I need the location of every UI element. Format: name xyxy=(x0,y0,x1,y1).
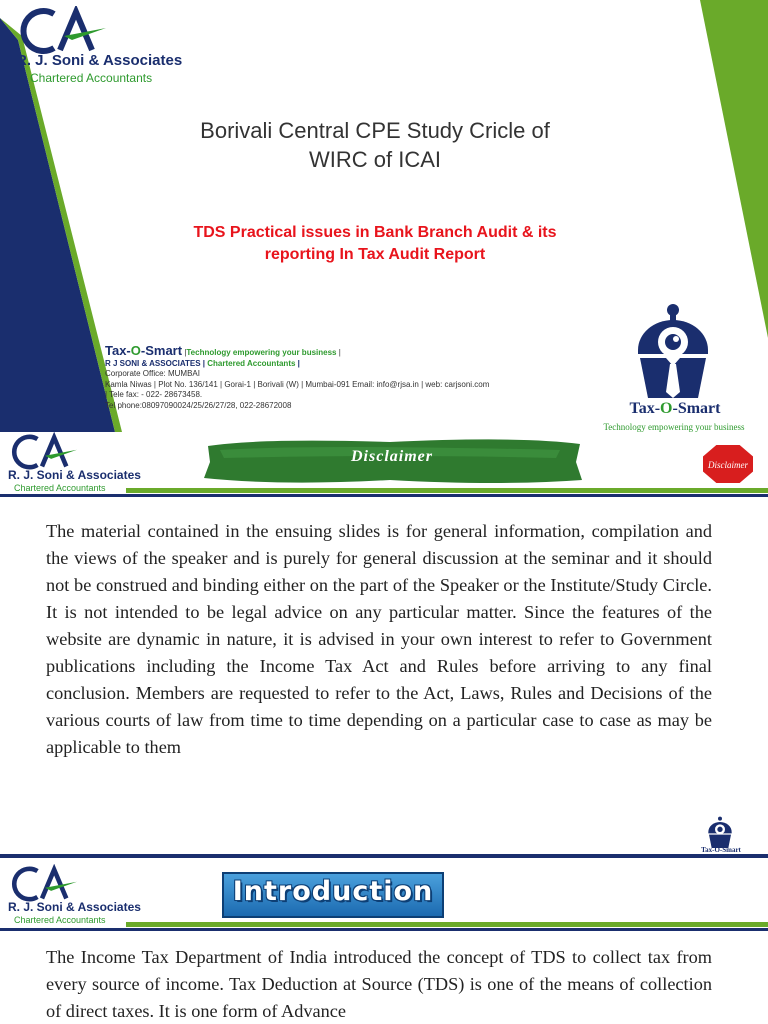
mascot-brand: Tax-O-Smart xyxy=(629,400,721,417)
contact-block: Tax-O-Smart |Technology empowering your business | R J SONI & ASSOCIATES | Chartered Accountants | Corporate Office: MUMBAI Kamla Niwas | Plot No. 136/141 | Gorai-1 | Borivali (W) | Mumbai-091 Email: info@rjsa.in | web: carjsoni.com | Tele fax: - 022- 28673458. Tel phone:08097090024/25/26/27/28, 022-28672008 xyxy=(105,346,595,411)
firm-logo xyxy=(4,432,144,493)
stop-sign-icon xyxy=(700,442,756,486)
introduction-banner-label: Introduction xyxy=(232,876,434,907)
disclaimer-slide xyxy=(0,432,768,854)
firm-subtitle: Chartered Accountants xyxy=(30,71,153,85)
header-divider xyxy=(126,922,768,927)
address-line: Kamla Niwas | Plot No. 136/141 | Gorai-1 | Borivali (W) | Mumbai-091 Email: info@rjsa.in | web: carjsoni.com xyxy=(105,379,490,389)
ca-logo-icon xyxy=(4,864,80,904)
header-divider-navy xyxy=(0,928,768,931)
slide-title: Borivali Central CPE Study Cricle of WIRC of ICAI xyxy=(200,118,550,172)
firm-name: R. J. Soni & Associates xyxy=(16,52,183,69)
title-slide xyxy=(0,0,768,432)
ca-logo-icon xyxy=(10,6,110,56)
firm-logo xyxy=(4,864,144,925)
disclaimer-banner-label: Disclaimer xyxy=(351,448,433,465)
mascot-tagline: Technology empowering your business xyxy=(603,422,745,432)
firm-name: R. J. Soni & Associates xyxy=(8,900,141,914)
introduction-slide xyxy=(0,854,768,1024)
header-divider-navy xyxy=(0,494,768,497)
mini-brand: Tax-O-Smart xyxy=(701,846,741,854)
disclaimer-text: The material contained in the ensuing slides is for general information, compilation and the views of the speaker and is purely for general discussion at the seminar and it should not be construed and binding either on the part of the Speaker or the Institute/Study Circle. It is not intended to be legal advice on any particular matter. Since the features of the website are dynamic in nature, it is advised in your own interest to refer to Government publications including the Income Tax Act and Rules before arriving to any final conclusion. Members are requested to refer to the Act, Laws, Rules and Decisions of the various courts of law from time to time depending on a particular case to case as may be applicable to them xyxy=(46,521,712,757)
stop-sign-label: Disclaimer xyxy=(708,460,748,470)
brand-tagline: Technology empowering your business xyxy=(186,348,337,357)
brand-name: Tax-O-Smart xyxy=(105,343,183,358)
firm-name: R. J. Soni & Associates xyxy=(8,468,141,482)
firm-logo xyxy=(10,6,190,85)
firm-line: R J SONI & ASSOCIATES | Chartered Accountants | xyxy=(105,358,300,368)
slide-subtitle: TDS Practical issues in Bank Branch Audit & its reporting In Tax Audit Report xyxy=(193,224,557,263)
robot-mascot-icon xyxy=(628,302,718,398)
mini-mascot-icon xyxy=(700,816,740,848)
header-divider xyxy=(126,488,768,493)
firm-subtitle: Chartered Accountants xyxy=(14,915,106,925)
firm-subtitle: Chartered Accountants xyxy=(14,483,106,493)
office-line: Corporate Office: MUMBAI xyxy=(105,369,200,378)
phone-line: Tel phone:08097090024/25/26/27/28, 022-28672008 xyxy=(105,400,292,410)
top-divider xyxy=(0,854,768,858)
ca-logo-icon xyxy=(4,432,80,472)
introduction-text: The Income Tax Department of India introduced the concept of TDS to collect tax from every source of income. Tax Deduction at Source (TDS) is one of the means of collection of direct taxes. It is one form of Advance xyxy=(46,947,712,1021)
telefax-line: | Tele fax: - 022- 28673458. xyxy=(105,390,203,399)
